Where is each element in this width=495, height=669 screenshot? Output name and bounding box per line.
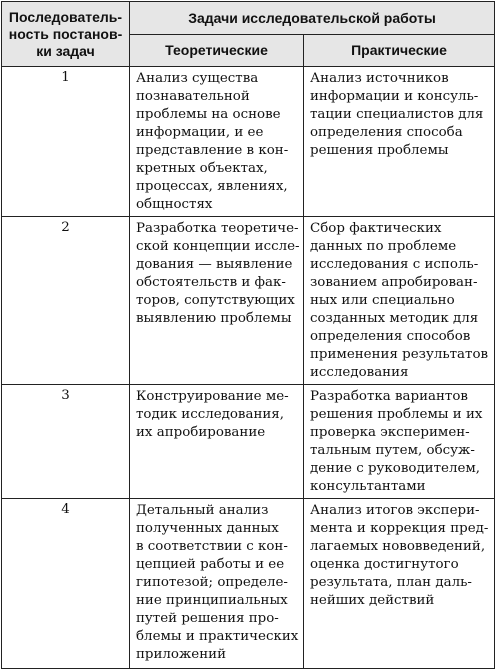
table-row [2, 217, 495, 385]
theoretical-task-line: обстоятельств и фак- [136, 275, 286, 290]
theoretical-task-line: гипотезой; определе- [136, 575, 288, 590]
theoretical-task-cell [130, 67, 304, 217]
theoretical-task-line: кретных объектах, [136, 161, 268, 176]
theoretical-task-line: полученных данных [136, 521, 279, 536]
theoretical-task-line: познавательной [136, 89, 250, 104]
practical-task-line: применения результатов [310, 347, 489, 362]
practical-task-line: решения проблемы [310, 143, 449, 158]
theoretical-task-line: представление в кон- [136, 143, 289, 158]
theoretical-task-line: путей решения про- [136, 611, 279, 626]
practical-task-line: консультантами [310, 479, 426, 494]
theoretical-task-line: блемы и практических [136, 629, 299, 644]
practical-task-line: Разработка вариантов [310, 389, 468, 404]
header-practical: Практические [304, 35, 495, 67]
practical-task-line: Сбор фактических [310, 221, 442, 236]
practical-task-line: тальным путем, обсуж- [310, 443, 475, 458]
practical-task-line: оценка достигнутого [310, 557, 459, 572]
practical-task-line: исследования с исполь- [310, 257, 479, 272]
header-row-main [2, 2, 495, 35]
table-row [2, 499, 495, 669]
theoretical-task-line: информации, и ее [136, 125, 264, 140]
theoretical-task-line: ской концепции иссле- [136, 239, 300, 254]
practical-task-line: нейших действий [310, 593, 435, 608]
header-sequence [2, 2, 130, 67]
row-number: 3 [2, 385, 130, 499]
practical-task-cell [304, 217, 495, 385]
practical-task-line: решения проблемы и их [310, 407, 483, 422]
theoretical-task-line: их апробирование [136, 425, 266, 440]
table-row [2, 385, 495, 499]
practical-task-line: ных или специально [310, 293, 455, 308]
theoretical-task-line: тодик исследования, [136, 407, 285, 422]
theoretical-task-line: торов, сопутствующих [136, 293, 295, 308]
theoretical-task-line: общностях [136, 197, 213, 212]
theoretical-task-line: Детальный анализ [136, 503, 269, 518]
theoretical-task-line: Разработка теоретиче- [136, 221, 299, 236]
practical-task-line: мента и коррекция пред- [310, 521, 489, 536]
practical-task-line: исследования [310, 365, 409, 380]
practical-task-line: дение с руководителем, [310, 461, 481, 476]
practical-task-cell [304, 67, 495, 217]
practical-task-line: определения способа [310, 125, 463, 140]
research-tasks-table [1, 1, 495, 669]
theoretical-task-line: проблемы на основе [136, 107, 281, 122]
practical-task-line: созданных методик для [310, 311, 479, 326]
practical-task-line: информации и консуль- [310, 89, 479, 104]
practical-task-line: тации специалистов для [310, 107, 484, 122]
row-number: 4 [2, 499, 130, 669]
theoretical-task-line: процессах, явлениях, [136, 179, 288, 194]
practical-task-cell [304, 499, 495, 669]
theoretical-task-line: приложений [136, 647, 227, 662]
practical-task-line: проверка эксперимен- [310, 425, 470, 440]
table-body [2, 67, 495, 669]
theoretical-task-line: Анализ существа [136, 71, 259, 86]
theoretical-task-cell [130, 499, 304, 669]
practical-task-line: лагаемых нововведений, [310, 539, 486, 554]
row-number: 2 [2, 217, 130, 385]
theoretical-task-line: в соответствии с кон- [136, 539, 288, 554]
theoretical-task-line: Конструирование ме- [136, 389, 289, 404]
theoretical-task-line: выявлению проблемы [136, 311, 292, 326]
practical-task-line: Анализ итогов экспери- [310, 503, 480, 518]
theoretical-task-cell [130, 385, 304, 499]
practical-task-line: данных по проблеме [310, 239, 457, 254]
header-sequence-line: Последователь- [8, 8, 123, 25]
theoretical-task-line: цепцией работы и ее [136, 557, 285, 572]
theoretical-task-cell [130, 217, 304, 385]
practical-task-line: результата, план даль- [310, 575, 472, 590]
header-theoretical: Теоретические [130, 35, 304, 67]
row-number: 1 [2, 67, 130, 217]
practical-task-cell [304, 385, 495, 499]
header-tasks: Задачи исследовательской работы [130, 2, 495, 35]
theoretical-task-line: ние принципиальных [136, 593, 288, 608]
header-sequence-line: ность постанов- [8, 25, 123, 42]
table-row [2, 67, 495, 217]
header-sequence-line: ки задач [36, 42, 95, 59]
practical-task-line: определения способов [310, 329, 471, 344]
theoretical-task-line: дования — выявление [136, 257, 293, 272]
practical-task-line: Анализ источников [310, 71, 449, 86]
practical-task-line: зованием апробирован- [310, 275, 478, 290]
